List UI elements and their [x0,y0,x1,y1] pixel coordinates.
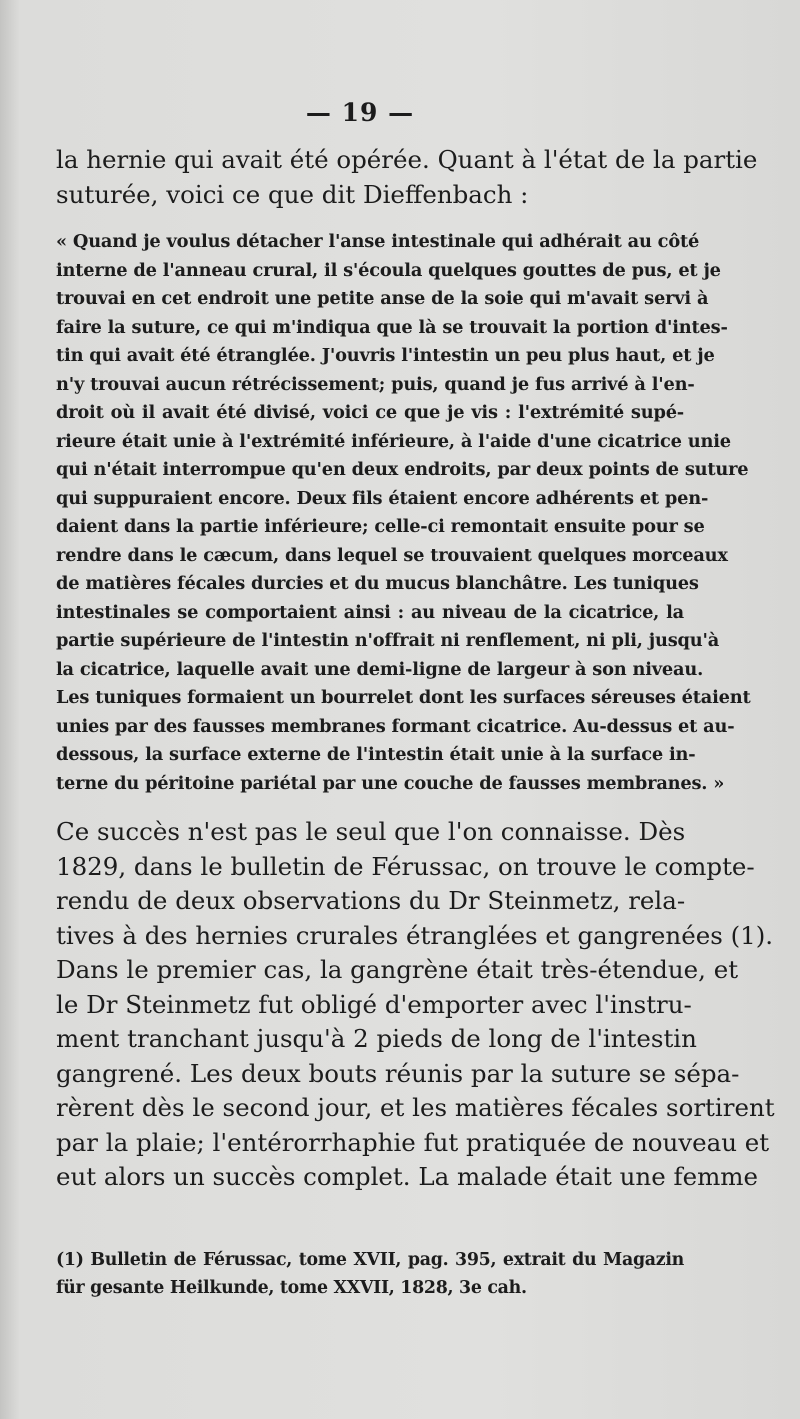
text-line: gangrené. Les deux bouts réunis par la suture se sépa- [56,1058,740,1088]
quote-line: de matières fécales durcies et du mucus blanchâtre. Les tuniques [56,573,699,594]
quote-line: qui suppuraient encore. Deux fils étaient encore adhérents et pen- [56,487,709,509]
text-line: rendu de deux observations du Dr Steinmetz, rela- [56,886,686,915]
body-paragraph [56,815,775,1195]
footnote [56,1246,684,1302]
quote-line: « Quand je voulus détacher l'anse intestinale qui adhérait au côté [56,231,700,252]
quote-line: partie supérieure de l'intestin n'offrait ni renflement, ni pli, jusqu'à [56,630,720,651]
quote-line: unies par des fausses membranes formant cicatrice. Au-dessus et au- [56,715,735,737]
quote-line: dessous, la surface externe de l'intestin était unie à la surface in- [56,744,696,765]
text-line: tives à des hernies crurales étranglées et gangrenées (1). [56,920,774,950]
quote-line: la cicatrice, laquelle avait une demi-ligne de largeur à son niveau. [56,658,704,680]
quote-line: faire la suture, ce qui m'indiqua que là se trouvait la portion d'intes- [56,316,728,338]
quote-line: rendre dans le cæcum, dans lequel se trouvaient quelques morceaux [56,544,728,566]
quote-line: daient dans la partie inférieure; celle-ci remontait ensuite pour se [56,516,705,537]
quote-line: rieure était unie à l'extrémité inférieure, à l'aide d'une cicatrice unie [56,430,731,452]
text-line: eut alors un succès complet. La malade était une femme [56,1162,759,1191]
text-line: rèrent dès le second jour, et les matières fécales sortirent [56,1093,775,1122]
text-line: ment tranchant jusqu'à 2 pieds de long de l'intestin [56,1024,697,1053]
quote-line: droit où il avait été divisé, voici ce que je vis : l'extrémité supé- [56,402,684,423]
quote-line: tin qui avait été étranglée. J'ouvris l'intestin un peu plus haut, et je [56,345,715,366]
text-line: le Dr Steinmetz fut obligé d'emporter avec l'instru- [56,989,692,1019]
text-line: la hernie qui avait été opérée. Quant à l'état de la partie [56,145,758,174]
quote-line: interne de l'anneau crural, il s'écoula quelques gouttes de pus, et je [56,259,721,281]
footnote-line: für gesante Heilkunde, tome XXVII, 1828, 3e cah. [56,1278,527,1298]
text-line: suturée, voici ce que dit Dieffenbach : [56,179,529,209]
quote-line: trouvai en cet endroit une petite anse de la soie qui m'avait servi à [56,288,709,309]
quote-line: intestinales se comportaient ainsi : au niveau de la cicatrice, la [56,601,684,623]
quotation-block [56,228,751,798]
text-line: Ce succès n'est pas le seul que l'on connaisse. Dès [56,817,686,846]
text-line: Dans le premier cas, la gangrène était très-étendue, et [56,955,739,984]
footnote-line: (1) Bulletin de Férussac, tome XVII, pag. 395, extrait du Magazin [56,1250,684,1270]
text-line: 1829, dans le bulletin de Férussac, on trouve le compte- [56,851,755,881]
page-number: — 19 — [305,98,415,127]
intro-paragraph [56,143,758,212]
quote-line: terne du péritoine pariétal par une couche de fausses membranes. » [56,772,725,794]
quote-line: n'y trouvai aucun rétrécissement; puis, quand je fus arrivé à l'en- [56,373,695,395]
text-line: par la plaie; l'entérorrhaphie fut pratiquée de nouveau et [56,1127,770,1157]
quote-line: qui n'était interrompue qu'en deux endroits, par deux points de suture [56,459,749,480]
quote-line: Les tuniques formaient un bourrelet dont les surfaces séreuses étaient [56,687,751,708]
